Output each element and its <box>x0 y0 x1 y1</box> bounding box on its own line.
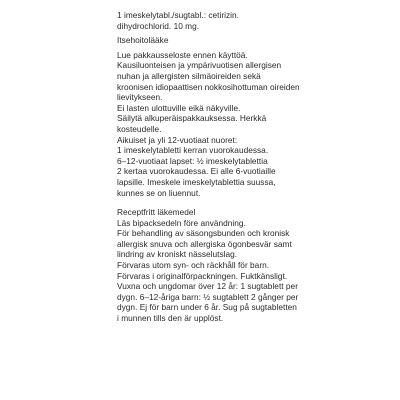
swedish-instruction-line: i munnen tills den är upplöst. <box>117 313 224 324</box>
finnish-instruction-line: kosteudelle. <box>117 123 162 134</box>
composition-line: 1 imeskelytabl./sugtabl.: cetirizin. <box>117 10 239 20</box>
swedish-instruction-line: Förvaras i originalförpackningen. Fuktkänsligt. <box>117 270 288 281</box>
finnish-dosage-line: Aikuiset ja yli 12-vuotiaat nuoret: <box>117 134 238 145</box>
finnish-dosage-line: kunnes se on liuennut. <box>117 187 201 198</box>
swedish-instruction-line: Vuxna och ungdomar över 12 år: 1 sugtablett per <box>117 281 298 292</box>
finnish-otc-heading: Itsehoitolääke <box>117 35 169 46</box>
swedish-instruction-line: lindring av kroniskt nässelutslag. <box>117 249 238 260</box>
package-label-text <box>117 10 317 324</box>
finnish-instruction-line: Ei lasten ulottuville eikä näkyville. <box>117 102 241 113</box>
swedish-otc-heading: Receptfritt läkemedel <box>117 207 196 218</box>
finnish-dosage-line: 1 imeskelytabletti kerran vuorokaudessa. <box>117 145 269 156</box>
swedish-instruction-line: dygn. Ej för barn under 6 år. Sug på sugtabletten <box>117 302 297 313</box>
finnish-instruction-line: nuhan ja allergisten silmäoireiden sekä <box>117 70 261 81</box>
swedish-instruction-line: dygn. 6–12-åriga barn: ½ sugtablett 2 gånger per <box>117 291 299 302</box>
finnish-instruction-line: Lue pakkausseloste ennen käyttöä. <box>117 49 248 60</box>
swedish-instruction-line: Förvaras utom syn- och räckhåll för barn. <box>117 260 270 271</box>
composition-line: dihydrochlorid. 10 mg. <box>117 20 200 31</box>
finnish-instruction-line: Kausiluonteisen ja ympärivuotisen allergisen <box>117 60 282 71</box>
swedish-instruction-line: allergisk snuva och allergiska ögonbesvär samt <box>117 238 292 249</box>
finnish-dosage-line: 2 kertaa vuorokaudessa. Ei alle 6-vuotiaille <box>117 166 276 177</box>
finnish-instruction-line: Säilytä alkuperäispakkauksessa. Herkkä <box>117 113 267 124</box>
finnish-dosage-line: 6–12-vuotiaat lapset: ½ imeskelytablettia <box>117 155 268 166</box>
swedish-instruction-line: För behandling av säsongsbunden och kronisk <box>117 228 290 239</box>
finnish-dosage-line: lapsille. Imeskele imeskelytablettia suussa, <box>117 176 276 187</box>
swedish-instruction-line: Läs bipacksedeln före användning. <box>117 217 246 228</box>
finnish-instruction-line: lievitykseen. <box>117 92 163 103</box>
swedish-section <box>117 207 317 324</box>
finnish-instruction-line: kroonisen idiopaattisen nokkosihottuman oireiden <box>117 81 300 92</box>
finnish-section <box>117 10 317 198</box>
